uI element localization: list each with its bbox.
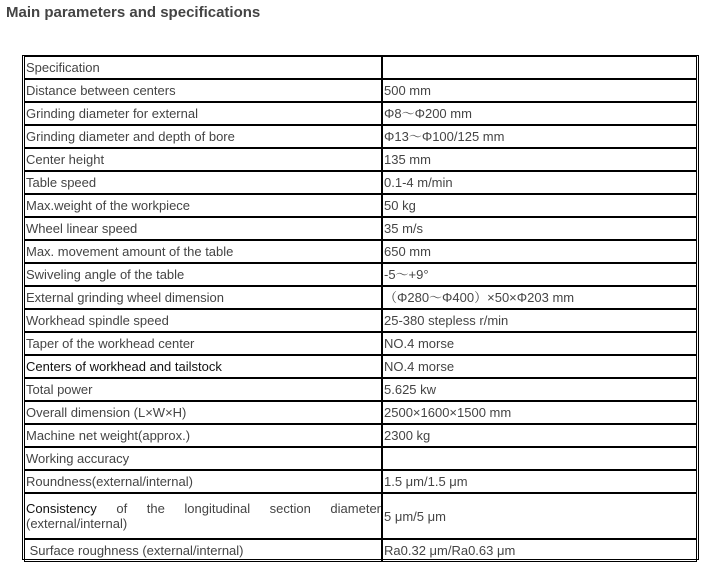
spec-label-cell: Max. movement amount of the table xyxy=(24,240,382,263)
spec-value-cell: -5～+9° xyxy=(382,263,697,286)
spec-value-cell: 5.625 kw xyxy=(382,378,697,401)
table-row xyxy=(24,309,697,332)
spec-value-cell: 25-380 stepless r/min xyxy=(382,309,697,332)
spec-label-cell: Overall dimension (L×W×H) xyxy=(24,401,382,424)
table-row xyxy=(24,148,697,171)
spec-label-cell: Grinding diameter and depth of bore xyxy=(24,125,382,148)
spec-label-cell: Center height xyxy=(24,148,382,171)
spec-value-cell: 2300 kg xyxy=(382,424,697,447)
spec-value-cell: Φ8～Φ200 mm xyxy=(382,102,697,125)
spec-value-cell xyxy=(382,447,697,470)
spec-label-cell xyxy=(24,493,382,539)
spec-value-cell: NO.4 morse xyxy=(382,355,697,378)
spec-value-cell xyxy=(382,56,697,79)
table-row xyxy=(24,493,697,539)
spec-value-cell: 2500×1600×1500 mm xyxy=(382,401,697,424)
table-row xyxy=(24,240,697,263)
spec-label-cell: Machine net weight(approx.) xyxy=(24,424,382,447)
spec-value-cell: 50 kg xyxy=(382,194,697,217)
spec-label-cell: Distance between centers xyxy=(24,79,382,102)
spec-label-cell: Workhead spindle speed xyxy=(24,309,382,332)
table-row xyxy=(24,102,697,125)
spec-label-cell: Centers of workhead and tailstock xyxy=(24,355,382,378)
spec-label-cell: Table speed xyxy=(24,171,382,194)
page-title: Main parameters and specifications xyxy=(6,4,261,21)
spec-label-cell: Grinding diameter for external xyxy=(24,102,382,125)
spec-label-rest: of the longitudinal section diameter (external/internal) xyxy=(26,501,381,531)
table-row xyxy=(24,332,697,355)
table-row xyxy=(24,263,697,286)
spec-label-cell: Total power xyxy=(24,378,382,401)
spec-value-cell: 650 mm xyxy=(382,240,697,263)
table-row xyxy=(24,217,697,240)
spec-label-cell: Max.weight of the workpiece xyxy=(24,194,382,217)
table-row xyxy=(24,355,697,378)
table-row xyxy=(24,401,697,424)
spec-label-cell: Specification xyxy=(24,56,382,79)
spec-label-lead: Consistency xyxy=(26,501,97,516)
spec-label-cell: Taper of the workhead center xyxy=(24,332,382,355)
spec-value-cell: 500 mm xyxy=(382,79,697,102)
spec-label-cell: Swiveling angle of the table xyxy=(24,263,382,286)
spec-table xyxy=(24,56,697,562)
spec-value-cell: 35 m/s xyxy=(382,217,697,240)
spec-label-cell: Wheel linear speed xyxy=(24,217,382,240)
table-row xyxy=(24,539,697,562)
table-row xyxy=(24,194,697,217)
spec-label-cell: Surface roughness (external/internal) xyxy=(24,539,382,562)
table-row xyxy=(24,171,697,194)
spec-value-cell: 135 mm xyxy=(382,148,697,171)
spec-value-cell: 0.1-4 m/min xyxy=(382,171,697,194)
table-row xyxy=(24,378,697,401)
table-row xyxy=(24,79,697,102)
table-row xyxy=(24,125,697,148)
spec-label-cell: Working accuracy xyxy=(24,447,382,470)
table-row xyxy=(24,286,697,309)
spec-value-cell: 5 μm/5 μm xyxy=(382,493,697,539)
table-row xyxy=(24,56,697,79)
spec-label-cell: Roundness(external/internal) xyxy=(24,470,382,493)
spec-table-container xyxy=(22,55,699,560)
spec-value-cell: NO.4 morse xyxy=(382,332,697,355)
table-row xyxy=(24,424,697,447)
table-row xyxy=(24,470,697,493)
spec-value-cell: 1.5 μm/1.5 μm xyxy=(382,470,697,493)
spec-value-cell: Ra0.32 μm/Ra0.63 μm xyxy=(382,539,697,562)
table-row xyxy=(24,447,697,470)
spec-value-cell: （Φ280～Φ400）×50×Φ203 mm xyxy=(382,286,697,309)
spec-value-cell: Φ13～Φ100/125 mm xyxy=(382,125,697,148)
spec-label-cell: External grinding wheel dimension xyxy=(24,286,382,309)
